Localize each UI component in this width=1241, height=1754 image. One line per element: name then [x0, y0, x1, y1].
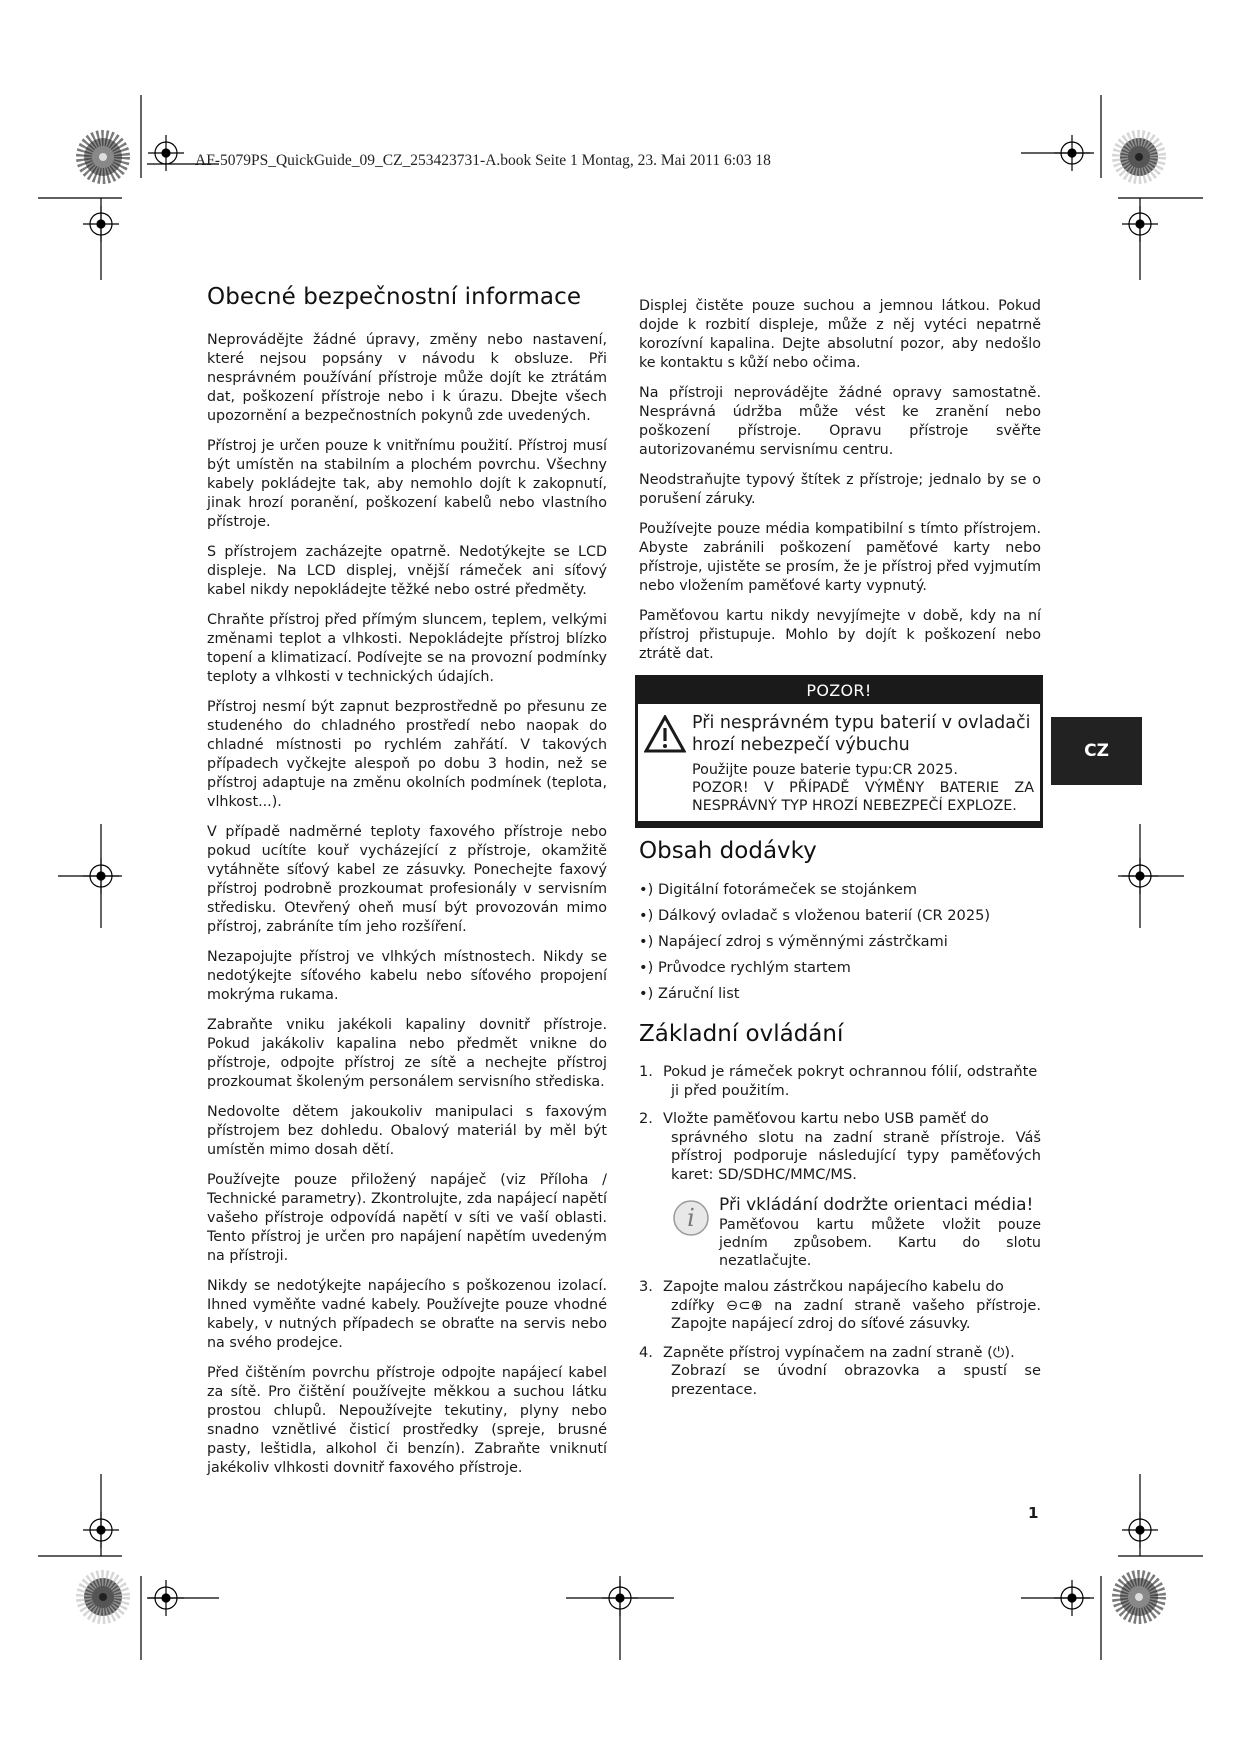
- step-text-cont: ji před použitím.: [671, 1081, 790, 1099]
- contents-list: [639, 880, 1041, 1003]
- safety-paragraph: V případě nadměrné teploty faxového přístroje nebo pokud ucítíte kouř vycházející z přístroje, okamžitě vytáhněte síťový kabel ze zásuvky. Ponechejte faxový přístroj podrobně prozkoumat profesionály v servisním středisku. Otevřený oheň musí být provozován mimo přístroj, zabráníte tím jeho rozšíření.: [207, 824, 607, 935]
- step-text-cont: správného slotu na zadní straně přístroje. Váš přístroj podporuje následující typy paměťových karet: SD/SDHC/MMC/MS.: [671, 1128, 1041, 1183]
- step-text: Pokud je rámeček pokryt ochrannou fólií, odstraňte: [663, 1063, 1038, 1080]
- step-text: Vložte paměťovou kartu nebo USB paměť do: [663, 1110, 989, 1127]
- safety-paragraph: Neprovádějte žádné úpravy, změny nebo nastavení, které nejsou popsány v návodu k obsluze. Při nesprávném používání přístroje může dojít ke ztrátám dat, poškození přístroje nebo i k úrazu. Dbejte všech upozornění a bezpečnostních pokynů zde uvedených.: [207, 332, 607, 424]
- safety-paragraph: Nikdy se nedotýkejte napájecího s poškozenou izolací. Ihned vyměňte vadné kabely. Používejte pouze vhodné kabely, v nutných případech se obraťte na servis nebo na svého prodejce.: [207, 1278, 607, 1351]
- safety-paragraph: Chraňte přístroj před přímým sluncem, teplem, velkými změnami teplot a vlhkosti. Nepokládejte přístroj blízko topení a klimatizací. Podívejte se na provozní podmínky teploty a vlhkosti v technických údajích.: [207, 612, 607, 685]
- list-item: •) Průvodce rychlým startem: [639, 959, 851, 976]
- svg-text:i: i: [687, 1204, 695, 1232]
- safety-paragraph: Nezapojujte přístroj ve vlhkých místnostech. Nikdy se nedotýkejte síťového kabelu nebo síťového propojení mokrýma rukama.: [207, 949, 607, 1003]
- care-paragraph: Na přístroji neprovádějte žádné opravy samostatně. Nesprávná údržba může vést ke zranění nebo poškození přístroje. Opravu přístroje svěřte autorizovanému servisnímu centru.: [639, 385, 1041, 458]
- warning-triangle-icon: [644, 712, 692, 815]
- step-text-cont: Zobrazí se úvodní obrazovka a spustí se prezentace.: [671, 1362, 1041, 1398]
- left-column: [207, 284, 607, 1489]
- list-item: •) Digitální fotorámeček se stojánkem: [639, 881, 918, 898]
- care-paragraph: Paměťovou kartu nikdy nevyjímejte v době, kdy na ní přístroj přistupuje. Mohlo by dojít k poškození nebo ztrátě dat.: [639, 608, 1041, 662]
- list-item: •) Napájecí zdroj s výměnnými zástrčkami: [639, 933, 948, 950]
- warning-header: POZOR!: [638, 678, 1040, 704]
- steps-list-cont: [639, 1278, 1041, 1399]
- safety-paragraph: Přístroj nesmí být zapnut bezprostředně po přesunu ze studeného do chladného prostředí nebo naopak do chladné místnosti po rychlém zahřátí. V takových případech vyčkejte alespoň po dobu 3 hodin, než se přístroj adaptuje na změnu okolních podmínek (teplota, vlhkost...).: [207, 699, 607, 810]
- step-item: [639, 1110, 1041, 1184]
- step-item: [639, 1344, 1041, 1400]
- safety-paragraph: Zabraňte vniku jakékoli kapaliny dovnitř přístroje. Pokud jakákoliv kapalina nebo předmět vnikne do přístroje, odpojte přístroj ze sítě a nechejte přístroj prozkoumat školeným personálem servisního střediska.: [207, 1017, 607, 1090]
- warning-footer-bar: [635, 824, 1043, 828]
- step-text-cont: zdířky ⊖⊂⊕ na zadní straně vašeho přístroje. Zapojte napájecí zdroj do síťové zásuvky.: [671, 1296, 1041, 1332]
- step-number: 2.: [639, 1110, 653, 1127]
- note-title: Při vkládání dodržte orientaci média!: [719, 1195, 1034, 1215]
- step-number: 4.: [639, 1343, 653, 1361]
- warning-box: [635, 675, 1043, 824]
- safety-paragraph: Před čištěním povrchu přístroje odpojte napájecí kabel za sítě. Pro čištění používejte měkkou a suchou látku prostou chlupů. Nepoužívejte tekutiny, plyny nebo snadno vznětlivé čisticí prostředky (spreje, brusné pasty, leštidla, alkohol či benzín). Zabraňte vniknutí jakékoliv vlhkosti dovnitř faxového přístroje.: [207, 1365, 607, 1476]
- section-title-contents: Obsah dodávky: [639, 838, 817, 864]
- step-text: Zapojte malou zástrčkou napájecího kabelu do: [663, 1278, 1004, 1295]
- list-item: •) Dálkový ovladač s vloženou baterií (CR 2025): [639, 907, 991, 924]
- step-number: 3.: [639, 1278, 653, 1295]
- right-column: [639, 297, 1041, 1409]
- safety-paragraph: Nedovolte dětem jakoukoliv manipulaci s faxovým přístrojem bez dohledu. Obalový materiál by měl být umístěn mimo dosah dětí.: [207, 1104, 607, 1158]
- info-icon: [671, 1194, 719, 1270]
- list-item: •) Záruční list: [639, 985, 740, 1002]
- safety-paragraph: S přístrojem zacházejte opatrně. Nedotýkejte se LCD displeje. Na LCD displej, vnější rámeček ani síťový kabel nikdy nepokládejte těžké nebo ostré předměty.: [207, 544, 607, 598]
- step-item: [639, 1063, 1041, 1100]
- warning-explosion: POZOR! V PŘÍPADĚ VÝMĚNY BATERIE ZA NESPRÁVNÝ TYP HROZÍ NEBEZPEČÍ EXPLOZE.: [692, 780, 1034, 814]
- section-title-safety: Obecné bezpečnostní informace: [207, 284, 582, 310]
- section-title-basics: Základní ovládání: [639, 1021, 844, 1047]
- print-slug: AF-5079PS_QuickGuide_09_CZ_253423731-A.book Seite 1 Montag, 23. Mai 2011 6:03 18: [195, 152, 771, 169]
- safety-paragraph: Přístroj je určen pouze k vnitřnímu použití. Přístroj musí být umístěn na stabilním a plochém povrchu. Všechny kabely pokládejte tak, aby nemohlo dojít k zakopnutí, jinak hrozí poranění, poškození kabelů nebo vlastního přístroje.: [207, 438, 607, 530]
- care-paragraph: Displej čistěte pouze suchou a jemnou látkou. Pokud dojde k rozbití displeje, může z něj vytéci nepatrně korozívní kapalina. Dejte absolutní pozor, aby nedošlo ke kontaktu s kůží nebo očima.: [639, 298, 1041, 371]
- step-item: [639, 1278, 1041, 1334]
- language-tab: CZ: [1051, 717, 1142, 785]
- step-text: Zapněte přístroj vypínačem na zadní straně (⏻).: [663, 1343, 1015, 1361]
- warning-title: Při nesprávném typu baterií v ovladači hrozí nebezpečí výbuchu: [692, 713, 1031, 755]
- warning-battery-type: Použijte pouze baterie typu:CR 2025.: [692, 762, 958, 778]
- care-paragraph: Používejte pouze média kompatibilní s tímto přístrojem. Abyste zabránili poškození paměťové karty nebo přístroje, ujistěte se prosím, že je přístroj před vyjmutím nebo vložením paměťové karty vypnutý.: [639, 521, 1041, 594]
- steps-list: [639, 1063, 1041, 1184]
- page-number: 1: [1028, 1504, 1039, 1522]
- info-note: [671, 1194, 1041, 1270]
- step-number: 1.: [639, 1063, 653, 1080]
- care-paragraph: Neodstraňujte typový štítek z přístroje; jednalo by se o porušení záruky.: [639, 472, 1041, 507]
- safety-paragraph: Používejte pouze přiložený napáječ (viz Příloha / Technické parametry). Zkontrolujte, zda napájecí napětí vašeho přístroje odpovídá napětí v síti ve vaší oblasti. Tento přístroj je určen pro napájení napětím uvedeným na přístroji.: [207, 1172, 607, 1264]
- note-text: Paměťovou kartu můžete vložit pouze jedním způsobem. Kartu do slotu nezatlačujte.: [719, 1217, 1041, 1269]
